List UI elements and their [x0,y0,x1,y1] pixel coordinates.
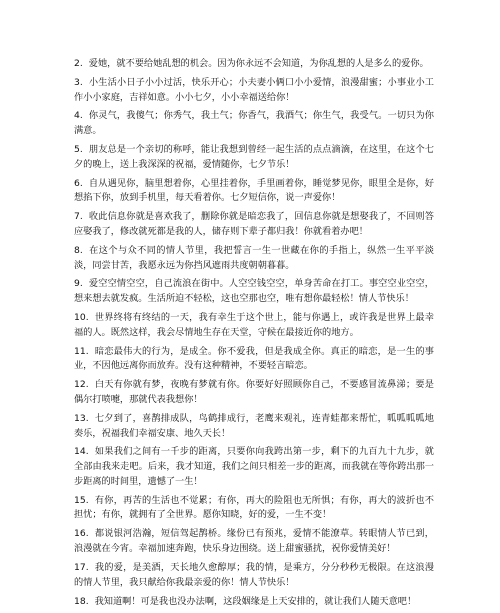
item-number: 3. [74,76,83,88]
list-item [74,109,434,138]
item-number: 13. [74,412,89,424]
item-number: 17. [74,561,89,573]
list-item [74,561,434,590]
item-text: 自从遇见你，脑里想着你，心里挂着你，手里画着你，睡觉梦见你，眼里全是你，好想掐下你，放到手机里，每天看着你。七夕短信你，说一声爱你！ [74,177,434,204]
list-item [74,177,434,206]
list-item [74,311,434,340]
list-item [74,143,434,172]
item-text: 收此信息你就是喜欢我了，删除你就是暗恋我了，回信息你就是想娶我了，不回则答应娶我了，修改就死都是我的人，储存则下辈子都归我！你就看着办吧！ [74,211,434,237]
item-text: 爱空空情空空，自己流浪在街中。人空空钱空空，单身苦命在打工。事空空业空空，想来想去就发疯。生活所迫不轻松，这也空那也空，唯有想你最轻松！情人节快乐！ [74,278,434,305]
item-number: 8. [74,244,83,256]
list-item [74,494,434,523]
item-number: 15. [74,494,89,506]
list-item [74,527,434,556]
item-text: 有你，再苦的生活也不觉累；有你，再大的险阻也无所惧；有你，再大的波折也不担忧；有你，就拥有了全世界。愿你知晓，好的爱，一生不变！ [74,494,434,521]
item-text: 暗恋最伟大的行为，是成全。你不爱我，但是我成全你。真正的暗恋，是一生的事业，不因他远离你而放弃。没有这种精神，不要轻言暗恋。 [74,345,434,372]
item-text: 小生活小日子小小过活，快乐开心；小夫妻小俩口小小爱情，浪漫甜蜜；小事业小工作小小家庭，吉祥如意。小小七夕，小小幸福送给你！ [74,76,434,103]
list-item [74,76,434,105]
list-item [74,378,434,407]
list-item [74,210,434,239]
list-item [74,244,434,273]
item-text: 我知道啊！可是我也没办法啊，这段姻缘是上天安排的，就让我们人随天意吧！ [94,595,417,607]
item-text: 我的爱，是美酒，天长地久愈醇厚；我的情，是乘方，分分秒秒无极限。在这浪漫的情人节里，我只献给你我最亲爱的你！情人节快乐！ [74,561,434,588]
list-item [74,345,434,374]
item-number: 14. [74,446,89,458]
item-text: 白天有你就有梦，夜晚有梦就有你。你要好好照顾你自己，不要感冒流鼻涕；要是偶尔打喷嚏，那就代表我想你！ [74,379,434,405]
item-text: 朋友总是一个亲切的称呼，能让我想到曾经一起生活的点点滴滴，在这里，在这个七夕的晚上，送上我深深的祝福，爱情随你，七夕节乐！ [74,144,434,170]
list-item [74,57,434,72]
item-text: 都说银河浩瀚，短信驾起鹊桥。缘份已有预兆，爱情不能潦草。转眼情人节已到，浪漫就在今宵。幸福加速奔跑，快乐身边围绕。送上甜蜜骚扰，祝你爱情美好！ [74,528,434,555]
item-number: 16. [74,528,89,540]
item-number: 10. [74,312,89,324]
item-number: 11. [74,345,89,357]
list-item [74,277,434,306]
item-number: 7. [74,211,83,223]
list-item [74,595,434,610]
document-body [74,57,434,613]
list-item [74,445,434,489]
item-number: 18. [74,595,89,607]
item-number: 6. [74,177,83,189]
item-number: 4. [74,110,83,122]
item-number: 2. [74,58,83,69]
item-text: 在这个与众不同的情人节里，我把誓言一生一世藏在你的手指上，纵然一生平平淡淡，同尝甘苦，我愿永远为你挡风遮雨共度朝朝暮暮。 [74,244,434,271]
item-number: 9. [74,278,83,290]
item-text: 如果我们之间有一千步的距离，只要你向我跨出第一步，剩下的九百九十九步，就全部由我来走吧。后来，我才知道，我们之间只相差一步的距离，而我就在等你跨出那一步距离的时间里，遗憾了一生！ [74,446,434,487]
item-number: 12. [74,379,89,391]
item-text: 你灵气，我傻气；你秀气，我土气；你香气，我酒气；你生气，我受气。一切只为你满意。 [74,110,434,137]
item-text: 爱她，就不要给她乱想的机会。因为你永远不会知道，为你乱想的人是多么的爱你。 [88,58,429,69]
item-text: 七夕到了，喜鹊排成队，鸟鹤排成行，老鹰来观礼，连青蛙都来帮忙，呱呱呱呱地奏乐，祝福我们幸福安康、地久天长！ [74,412,434,439]
item-number: 5. [74,144,83,156]
list-item [74,412,434,441]
item-text: 世界终将有终结的一天，我有幸生于这个世上，能与你遇上，或许我是世界上最幸福的人。既然这样，我会尽情地生存在天堂，守候在最接近你的地方。 [74,312,434,338]
